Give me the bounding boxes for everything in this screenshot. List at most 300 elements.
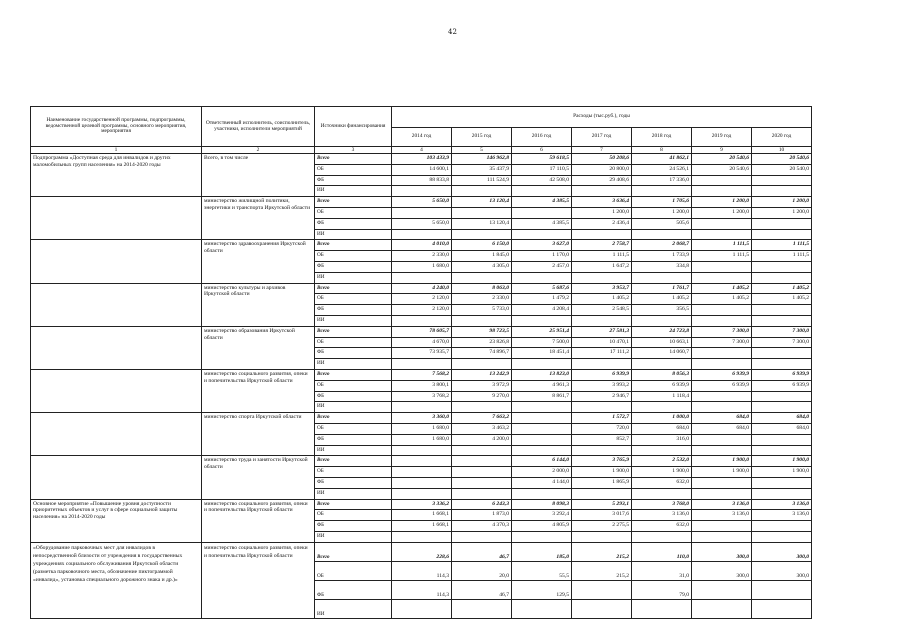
amount-cell: 1 900,0 (752, 456, 812, 467)
amount-cell (752, 477, 812, 488)
funding-source-cell: ОБ (315, 164, 392, 175)
amount-cell: 1 405,2 (692, 294, 752, 305)
amount-cell: 78 605,7 (392, 326, 452, 337)
amount-cell: 6 939,9 (692, 380, 752, 391)
amount-cell: 4 010,0 (392, 240, 452, 251)
amount-cell (452, 207, 512, 218)
amount-cell: 2 120,0 (392, 294, 452, 305)
amount-cell: 3 136,0 (752, 510, 812, 521)
header-year: 2015 год (452, 128, 512, 147)
funding-source-cell: ФБ (315, 261, 392, 272)
amount-cell: 4 961,3 (512, 380, 572, 391)
amount-cell: 3 017,6 (572, 510, 632, 521)
funding-source-cell: ОБ (315, 561, 392, 580)
table-row (31, 240, 812, 251)
amount-cell: 684,0 (692, 423, 752, 434)
header-year: 2014 год (392, 128, 452, 147)
amount-cell: 4 805,9 (512, 521, 572, 532)
funding-source-cell: Всего (315, 369, 392, 380)
funding-source-cell: ФБ (315, 348, 392, 359)
amount-cell: 2 330,0 (392, 251, 452, 262)
amount-cell: 228,6 (392, 542, 452, 561)
amount-cell: 300,0 (692, 542, 752, 561)
amount-cell (512, 229, 572, 240)
amount-cell (572, 186, 632, 197)
amount-cell (752, 272, 812, 283)
program-name-cell (31, 240, 202, 283)
amount-cell (512, 423, 572, 434)
column-number: 8 (632, 147, 692, 154)
amount-cell (692, 434, 752, 445)
amount-cell: 103 433,9 (392, 154, 452, 165)
amount-cell (392, 207, 452, 218)
amount-cell: 13 120,4 (452, 197, 512, 208)
amount-cell: 9 270,0 (452, 391, 512, 402)
executor-cell: министерство спорта Иркутской области (202, 413, 315, 456)
amount-cell: 6 144,0 (512, 456, 572, 467)
amount-cell: 1 680,0 (392, 434, 452, 445)
amount-cell (632, 272, 692, 283)
amount-cell (692, 305, 752, 316)
program-name-cell: Основное мероприятие «Повышение уровня доступности приоритетных объектов и услуг в сфере социальной защиты населения» на 2014-2020 годы (31, 499, 202, 542)
amount-cell: 1 900,0 (692, 456, 752, 467)
amount-cell (632, 445, 692, 456)
amount-cell (752, 359, 812, 370)
amount-cell (692, 599, 752, 618)
amount-cell (512, 599, 572, 618)
amount-cell: 42 508,0 (512, 175, 572, 186)
amount-cell (692, 521, 752, 532)
amount-cell (692, 229, 752, 240)
amount-cell: 17 336,0 (632, 175, 692, 186)
amount-cell: 7 568,2 (392, 369, 452, 380)
executor-cell: министерство образования Иркутской области (202, 326, 315, 369)
amount-cell: 3 765,9 (572, 456, 632, 467)
amount-cell (452, 467, 512, 478)
amount-cell (692, 186, 752, 197)
funding-source-cell: ФБ (315, 218, 392, 229)
amount-cell (632, 402, 692, 413)
amount-cell (392, 445, 452, 456)
funding-source-cell: ФБ (315, 580, 392, 599)
amount-cell: 20 540,0 (752, 164, 812, 175)
amount-cell: 356,5 (632, 305, 692, 316)
amount-cell: 7 300,0 (692, 337, 752, 348)
amount-cell: 2 548,5 (572, 305, 632, 316)
amount-cell (632, 488, 692, 499)
header-expenses: Расходы (тыс.руб.), годы (392, 107, 812, 128)
amount-cell: 4 144,0 (512, 477, 572, 488)
amount-cell: 1 647,2 (572, 261, 632, 272)
amount-cell: 1 200,0 (752, 207, 812, 218)
funding-source-cell: ФБ (315, 521, 392, 532)
amount-cell: 3 768,2 (392, 391, 452, 402)
amount-cell (692, 315, 752, 326)
amount-cell: 7 300,0 (752, 326, 812, 337)
amount-cell: 114,3 (392, 561, 452, 580)
amount-cell: 300,0 (692, 561, 752, 580)
amount-cell (752, 580, 812, 599)
column-number: 7 (572, 147, 632, 154)
executor-cell: министерство социального развития, опеки и попечительства Иркутской области (202, 542, 315, 618)
amount-cell (752, 488, 812, 499)
amount-cell (752, 186, 812, 197)
amount-cell: 2 436,4 (572, 218, 632, 229)
amount-cell: 114,3 (392, 580, 452, 599)
program-name-cell: «Оборудование парковочных мест для инвалидов в непосредственной близости от учреждения в государственных учреждениях социального обслуживания Иркутской области (разметка парковочного места, обозначение пиктограммой «инвалид», установка специального дорожного знака и др.)» (31, 542, 202, 618)
budget-table (30, 106, 812, 619)
amount-cell: 1 733,9 (632, 251, 692, 262)
amount-cell: 8 861,7 (512, 391, 572, 402)
amount-cell: 1 200,0 (692, 207, 752, 218)
amount-cell: 2 068,7 (632, 240, 692, 251)
amount-cell (692, 580, 752, 599)
amount-cell: 23 826,8 (452, 337, 512, 348)
amount-cell: 10 470,1 (572, 337, 632, 348)
funding-source-cell: ИИ (315, 531, 392, 542)
funding-source-cell: ОБ (315, 207, 392, 218)
funding-source-cell: Всего (315, 413, 392, 424)
amount-cell: 25 951,4 (512, 326, 572, 337)
amount-cell (572, 272, 632, 283)
amount-cell (392, 599, 452, 618)
header-source: Источники финансирования (315, 107, 392, 147)
amount-cell (512, 272, 572, 283)
amount-cell (512, 207, 572, 218)
amount-cell (692, 488, 752, 499)
amount-cell: 3 768,0 (632, 499, 692, 510)
amount-cell: 1 668,1 (392, 510, 452, 521)
amount-cell: 7 663,2 (452, 413, 512, 424)
amount-cell: 1 405,2 (692, 283, 752, 294)
amount-cell: 1 170,0 (512, 251, 572, 262)
amount-cell (452, 359, 512, 370)
funding-source-cell: ИИ (315, 402, 392, 413)
funding-source-cell: ФБ (315, 477, 392, 488)
amount-cell: 129,5 (512, 580, 572, 599)
amount-cell (512, 402, 572, 413)
amount-cell (572, 445, 632, 456)
amount-cell: 24 526,1 (632, 164, 692, 175)
amount-cell: 5 733,0 (452, 305, 512, 316)
amount-cell: 5 293,1 (572, 499, 632, 510)
amount-cell: 6 939,9 (752, 380, 812, 391)
amount-cell: 1 405,2 (572, 294, 632, 305)
amount-cell: 20,0 (452, 561, 512, 580)
amount-cell: 3 360,0 (392, 413, 452, 424)
amount-cell: 684,0 (692, 413, 752, 424)
table-row (31, 369, 812, 380)
funding-source-cell: ФБ (315, 175, 392, 186)
amount-cell (572, 359, 632, 370)
amount-cell (752, 445, 812, 456)
executor-cell: министерство культуры и архивов Иркутской области (202, 283, 315, 326)
funding-source-cell: ОБ (315, 337, 392, 348)
amount-cell: 3 953,7 (572, 283, 632, 294)
amount-cell (632, 186, 692, 197)
amount-cell: 300,0 (752, 561, 812, 580)
amount-cell (512, 488, 572, 499)
executor-cell: Всего, в том числе (202, 154, 315, 197)
header-executor: Ответственный исполнитель, соисполнитель, участники, исполнители мероприятий (202, 107, 315, 147)
amount-cell: 3 136,0 (752, 499, 812, 510)
header-year: 2018 год (632, 128, 692, 147)
amount-cell: 20 540,6 (752, 154, 812, 165)
amount-cell: 2 120,0 (392, 305, 452, 316)
funding-source-cell: ОБ (315, 510, 392, 521)
amount-cell (572, 599, 632, 618)
column-number: 5 (452, 147, 512, 154)
amount-cell: 1 118,4 (632, 391, 692, 402)
amount-cell (692, 402, 752, 413)
column-number: 1 (31, 147, 202, 154)
amount-cell: 14 060,7 (632, 348, 692, 359)
header-year: 2019 год (692, 128, 752, 147)
amount-cell: 1 479,2 (512, 294, 572, 305)
amount-cell: 13 242,9 (452, 369, 512, 380)
amount-cell (632, 599, 692, 618)
amount-cell (692, 531, 752, 542)
amount-cell (692, 359, 752, 370)
amount-cell: 215,2 (572, 561, 632, 580)
amount-cell: 1 873,0 (452, 510, 512, 521)
amount-cell: 3 136,0 (692, 510, 752, 521)
amount-cell (452, 272, 512, 283)
amount-cell (572, 229, 632, 240)
amount-cell: 50 208,6 (572, 154, 632, 165)
column-number: 2 (202, 147, 315, 154)
amount-cell: 5 650,0 (392, 218, 452, 229)
amount-cell: 24 723,8 (632, 326, 692, 337)
page-number: 42 (448, 28, 457, 36)
table-row (31, 326, 812, 337)
amount-cell (692, 175, 752, 186)
amount-cell (752, 599, 812, 618)
amount-cell (692, 218, 752, 229)
amount-cell (452, 315, 512, 326)
amount-cell (752, 175, 812, 186)
amount-cell (692, 477, 752, 488)
amount-cell: 6 939,9 (692, 369, 752, 380)
amount-cell: 1 900,0 (692, 467, 752, 478)
amount-cell (752, 305, 812, 316)
amount-cell: 505,6 (632, 218, 692, 229)
amount-cell (752, 218, 812, 229)
amount-cell: 2 000,0 (512, 467, 572, 478)
funding-source-cell: Всего (315, 197, 392, 208)
amount-cell: 1 900,0 (572, 467, 632, 478)
amount-cell (392, 477, 452, 488)
amount-cell: 20 540,6 (692, 164, 752, 175)
program-name-cell (31, 369, 202, 412)
program-name-cell (31, 456, 202, 499)
amount-cell: 3 292,4 (512, 510, 572, 521)
amount-cell (392, 402, 452, 413)
amount-cell: 6 243,3 (452, 499, 512, 510)
header-year: 2017 год (572, 128, 632, 147)
amount-cell (632, 229, 692, 240)
funding-source-cell: ИИ (315, 488, 392, 499)
amount-cell: 14 600,1 (392, 164, 452, 175)
column-number: 6 (512, 147, 572, 154)
funding-source-cell: ОБ (315, 380, 392, 391)
amount-cell: 5 687,6 (512, 283, 572, 294)
amount-cell: 6 939,9 (632, 380, 692, 391)
amount-cell: 4 200,0 (452, 434, 512, 445)
amount-cell: 3 800,1 (392, 380, 452, 391)
amount-cell: 7 300,0 (692, 326, 752, 337)
amount-cell: 1 111,5 (692, 251, 752, 262)
amount-cell (392, 359, 452, 370)
amount-cell (632, 359, 692, 370)
amount-cell: 684,0 (632, 423, 692, 434)
amount-cell (392, 456, 452, 467)
amount-cell: 20 540,6 (692, 154, 752, 165)
amount-cell: 632,0 (632, 521, 692, 532)
amount-cell (752, 348, 812, 359)
amount-cell: 59 618,5 (512, 154, 572, 165)
amount-cell: 79,0 (632, 580, 692, 599)
funding-source-cell: ОБ (315, 467, 392, 478)
amount-cell (452, 477, 512, 488)
amount-cell (392, 186, 452, 197)
amount-cell: 98 723,5 (452, 326, 512, 337)
amount-cell: 1 761,7 (632, 283, 692, 294)
amount-cell: 41 862,1 (632, 154, 692, 165)
amount-cell: 8 098,3 (512, 499, 572, 510)
amount-cell: 1 705,6 (632, 197, 692, 208)
amount-cell: 146 962,8 (452, 154, 512, 165)
amount-cell (392, 272, 452, 283)
amount-cell (452, 229, 512, 240)
funding-source-cell: Всего (315, 283, 392, 294)
funding-source-cell: ИИ (315, 229, 392, 240)
funding-source-cell: ИИ (315, 315, 392, 326)
amount-cell: 13 120,4 (452, 218, 512, 229)
amount-cell: 17 111,2 (572, 348, 632, 359)
amount-cell: 4 670,0 (392, 337, 452, 348)
amount-cell: 13 823,0 (512, 369, 572, 380)
amount-cell: 2 275,5 (572, 521, 632, 532)
funding-source-cell: ФБ (315, 305, 392, 316)
amount-cell (692, 391, 752, 402)
amount-cell: 29 408,6 (572, 175, 632, 186)
amount-cell: 1 111,5 (692, 240, 752, 251)
amount-cell: 4 385,5 (512, 218, 572, 229)
column-number: 9 (692, 147, 752, 154)
amount-cell: 46,7 (452, 542, 512, 561)
amount-cell (452, 488, 512, 499)
amount-cell: 6 939,9 (752, 369, 812, 380)
amount-cell: 1 111,5 (752, 240, 812, 251)
funding-source-cell: ОБ (315, 294, 392, 305)
amount-cell (452, 402, 512, 413)
amount-cell: 4 240,0 (392, 283, 452, 294)
amount-cell: 3 627,0 (512, 240, 572, 251)
table-row (31, 542, 812, 561)
program-name-cell (31, 197, 202, 240)
funding-source-cell: ИИ (315, 272, 392, 283)
amount-cell: 2 330,0 (452, 294, 512, 305)
amount-cell: 1 200,0 (632, 207, 692, 218)
amount-cell: 27 581,3 (572, 326, 632, 337)
amount-cell: 316,0 (632, 434, 692, 445)
amount-cell: 1 200,0 (692, 197, 752, 208)
amount-cell: 3 336,2 (392, 499, 452, 510)
amount-cell: 1 111,5 (752, 251, 812, 262)
amount-cell (752, 521, 812, 532)
amount-cell (632, 315, 692, 326)
funding-source-cell: Всего (315, 499, 392, 510)
amount-cell: 632,0 (632, 477, 692, 488)
funding-source-cell: ФБ (315, 391, 392, 402)
amount-cell: 3 136,0 (632, 510, 692, 521)
amount-cell: 55,5 (512, 561, 572, 580)
amount-cell: 46,7 (452, 580, 512, 599)
amount-cell (752, 229, 812, 240)
table-row (31, 413, 812, 424)
amount-cell (752, 261, 812, 272)
amount-cell: 74 896,7 (452, 348, 512, 359)
amount-cell: 720,0 (572, 423, 632, 434)
header-year: 2020 год (752, 128, 812, 147)
amount-cell: 35 437,9 (452, 164, 512, 175)
amount-cell: 17 110,5 (512, 164, 572, 175)
amount-cell: 1 405,2 (632, 294, 692, 305)
header-name: Наименование государственной программы, подпрограммы, ведомственной целевой программы, основного мероприятия, мероприятия (31, 107, 202, 147)
amount-cell: 4 385,5 (512, 197, 572, 208)
amount-cell (512, 434, 572, 445)
column-number: 10 (752, 147, 812, 154)
amount-cell: 1 000,0 (632, 413, 692, 424)
funding-source-cell: ИИ (315, 359, 392, 370)
amount-cell (512, 531, 572, 542)
amount-cell: 31,0 (632, 561, 692, 580)
funding-source-cell: ОБ (315, 423, 392, 434)
amount-cell: 1 200,0 (572, 207, 632, 218)
amount-cell: 73 935,7 (392, 348, 452, 359)
amount-cell: 111 524,9 (452, 175, 512, 186)
program-name-cell: Подпрограмма «Доступная среда для инвалидов и других маломобильных групп населения» на 2014-2020 годы (31, 154, 202, 197)
amount-cell: 684,0 (752, 413, 812, 424)
amount-cell: 4 370,3 (452, 521, 512, 532)
amount-cell (572, 488, 632, 499)
amount-cell: 185,0 (512, 542, 572, 561)
amount-cell (392, 315, 452, 326)
executor-cell: министерство социального развития, опеки и попечительства Иркутской области (202, 499, 315, 542)
amount-cell: 6 150,0 (452, 240, 512, 251)
funding-source-cell: Всего (315, 456, 392, 467)
amount-cell (752, 391, 812, 402)
amount-cell (512, 315, 572, 326)
amount-cell (692, 348, 752, 359)
program-name-cell (31, 413, 202, 456)
amount-cell (452, 445, 512, 456)
amount-cell: 2 946,7 (572, 391, 632, 402)
amount-cell (512, 359, 572, 370)
amount-cell (392, 531, 452, 542)
amount-cell (572, 315, 632, 326)
funding-source-cell: Всего (315, 154, 392, 165)
amount-cell: 1 668,1 (392, 521, 452, 532)
funding-source-cell: Всего (315, 326, 392, 337)
funding-source-cell: ОБ (315, 251, 392, 262)
amount-cell (512, 186, 572, 197)
amount-cell: 1 680,0 (392, 423, 452, 434)
amount-cell: 7 500,0 (512, 337, 572, 348)
executor-cell: министерство жилищной политики, энергетики и транспорта Иркутской области (202, 197, 315, 240)
amount-cell: 1 572,7 (572, 413, 632, 424)
